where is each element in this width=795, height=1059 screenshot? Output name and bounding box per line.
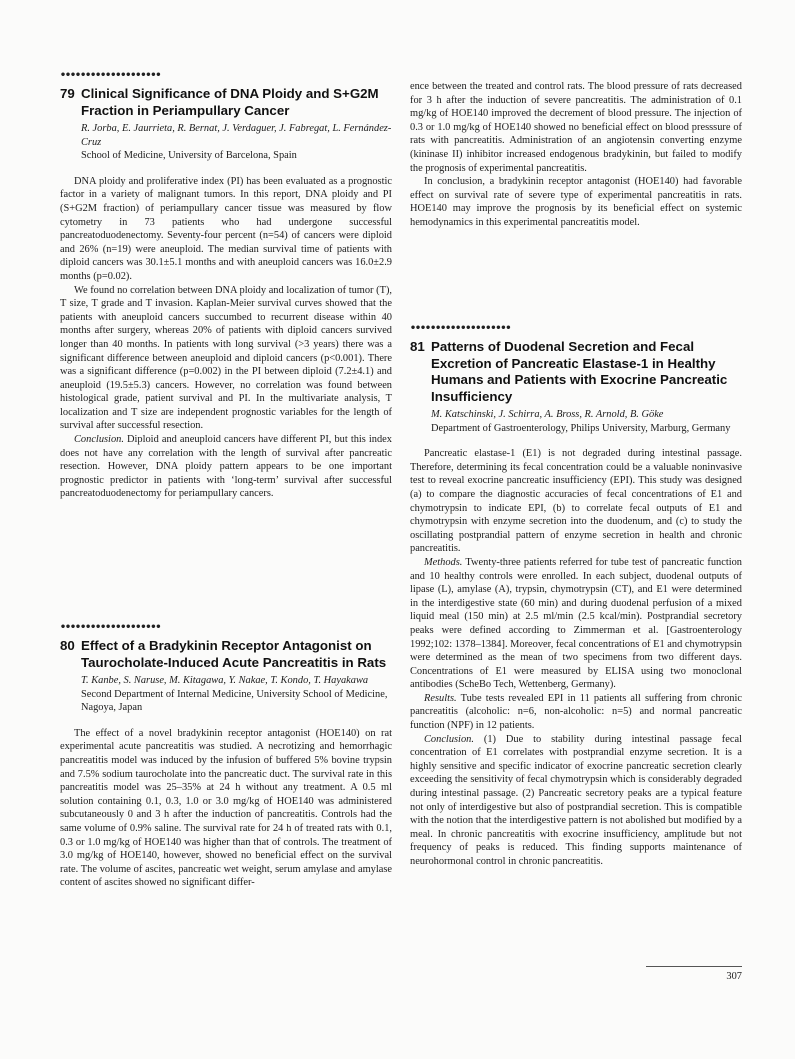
conclusion-paragraph (410, 733, 742, 869)
abstract-number: 81 (410, 339, 425, 354)
abstract-80-continued (410, 80, 742, 230)
paragraph: DNA ploidy and proliferative index (PI) has been evaluated as a prognostic factor in a variety of malignant tumors. In this report, DNA ploidy and PI (S+G2M fraction) of periampullary cancer tissue was measured by flow cytometry in 73 patients who had undergone successful pancreatoduodenectomy. Seventy-four percent (n=54) of cancers were diploid and 26% (n=19) were aneuploid. The median survival time of patients with diploid cancers was 30.1±5.1 months and with aneuploid cancers was 16.0±2.9 months (p=0.02). (60, 175, 392, 282)
abstract-number: 79 (60, 86, 75, 101)
footer-rule (646, 966, 742, 967)
abstract-80 (60, 622, 392, 890)
methods-paragraph (410, 556, 742, 692)
affiliation: Second Department of Internal Medicine, University School of Medicine, Nagoya, Japan (81, 688, 388, 714)
abstract-title (60, 638, 392, 671)
conclusion-paragraph (60, 433, 392, 501)
author-block (431, 408, 742, 435)
author-block (81, 122, 392, 163)
results-text: Tube tests revealed EPI in 11 patients all suffering from chronic pancreatitis (alcoholic: n=6, non-alcoholic: n=5) and normal pancreatic function (NPF) in 12 patients. (410, 692, 742, 732)
abstract-body (410, 447, 742, 868)
abstract-title-text: Effect of a Bradykinin Receptor Antagonist on Taurocholate-Induced Acute Pancreatitis in Rats (81, 638, 387, 670)
conclusion-label: Conclusion. (424, 733, 474, 745)
paragraph: The effect of a novel bradykinin receptor antagonist (HOE140) on rat experimental acute pancreatitis was studied. A necrotizing and hemorrhagic pancreatitis model was induced by the infusion of buffered 5% bovine trypsin and 7.5% sodium taurocholate into the pancreatic duct. The survival rate in this pancreatitis model was 25–35% at 24 h without any treatment. A 0.5 ml solution containing 0.1, 0.3, 1.0 or 3.0 mg/kg of HOE140 was administered subcutaneously 0 and 3 h after the induction of pancreatitis. Controls had the same volume of 0.9% saline. The survival rate for 24 h of treated rats with 0.1, 0.3 or 1.0 mg/kg of HOE140 was higher than that of controls. The treatment of 3.0 mg/kg of HOE140, however, showed no beneficial effect on the survival rate. The volume of ascites, pancreatic wet weight, serum amylase and amylase content of ascites showed no significant differ- (60, 727, 392, 889)
page-number: 307 (726, 971, 742, 982)
section-separator: •••••••••••••••••••• (60, 622, 161, 633)
abstract-79 (60, 70, 392, 501)
section-separator: •••••••••••••••••••• (410, 323, 511, 334)
author-block (81, 674, 392, 715)
results-paragraph (410, 692, 742, 733)
affiliation: School of Medicine, University of Barcelona, Spain (81, 150, 297, 162)
authors: M. Katschinski, J. Schirra, A. Bross, R. Arnold, B. Göke (431, 409, 664, 420)
abstract-81 (410, 323, 742, 869)
abstract-title-text: Patterns of Duodenal Secretion and Fecal Excretion of Pancreatic Elastase-1 in Healthy Humans and Patients with Exocrine Pancreatic Insufficiency (431, 339, 728, 404)
abstract-title (410, 339, 742, 405)
abstract-body (60, 175, 392, 501)
paragraph: ence between the treated and control rats. The blood pressure of rats decreased for 3 h after the induction of severe pancreatitis. The administration of 0.1 mg/kg of HOE140 improved the decrement of blood pressure. The injection of 0.3 or 1.0 mg/kg of HOE140 showed no beneficial effect on blood presssure of rats with pancreatitis. Administration of an angiotensin converting enzyme (kininase II) inhibitor increased endogenous bradykinin, but failed to modify the prognosis of experimental pancreatitis. (410, 81, 742, 174)
paragraph: Pancreatic elastase-1 (E1) is not degraded during intestinal passage. Therefore, determining its fecal concentration could be a valuable noninvasive test to reveal exocrine pancreatic insufficiency (EPI). This study was designed (a) to compare the diagnostic accuracies of fecal concentrations of E1 and chymotrypsin to indicate EPI, (b) to correlate fecal outputs of E1 and chymotrypsin with enzyme secretion into the duodenum, and (c) to study the oscillating postprandial pattern of enzyme secretion in health and chronic pancreatitis. (410, 448, 742, 555)
authors: T. Kanbe, S. Naruse, M. Kitagawa, Y. Nakae, T. Kondo, T. Hayakawa (81, 675, 369, 686)
conclusion-text: (1) Due to stability during intestinal passage fecal concentration of E1 correlates with postprandial enzyme secretion. It is a highly sensitive and specific indicator of exocrine pancreatic secretion clearly exceeding the sensitivity of fecal chymotrypsin which is considerably degraded during intestinal passage. (2) Pancreatic secretory peaks are a typical feature not only of interdigestive but also of postprandial secretion. This is compatible with the notion that the interdigestive pattern is not abolished but modified by a meal. In chronic pancreatitis with exocrine insufficiency, amplitude but not frequency of peaks is reduced. This finding supports maintenance of neurohormonal control in chronic pancreatitis. (410, 733, 742, 867)
conclusion-label: Conclusion. (74, 434, 124, 446)
paragraph: In conclusion, a bradykinin receptor antagonist (HOE140) had favorable effect on survival rate of severe type of experimental pancreatitis in rats. HOE140 may improve the prognosis by its beneficial effect on systemic hemodynamics in this experimental pancreatitis model. (410, 176, 742, 228)
results-label: Results. (424, 692, 457, 704)
abstract-title-text: Clinical Significance of DNA Ploidy and S+G2M Fraction in Periampullary Cancer (81, 86, 379, 118)
abstract-body (60, 727, 392, 890)
abstract-number: 80 (60, 638, 75, 653)
methods-label: Methods. (424, 556, 463, 568)
paragraph: We found no correlation between DNA ploidy and localization of tumor (T), T size, T grade and T invasion. Kaplan-Meier survival curves showed that the patients with aneuploid cancers succumbed to recurrent disease within 40 months after surgery, whereas 20% of patients with diploid cancers survived longer than 40 months. In patients with long survival (>3 years) there was a significant difference between aneuploid and diploid cancers (p<0.001). There was a significant difference (p=0.002) in the PI between diploid (7.2±4.1) and aneuploid (19.5±5.3) cancers. However, no correlation was found between histological grade, patient survival and PI. In the multivariate analysis, T localization and T size are independent prognostic variables for the length of survival after successful resection. (60, 284, 392, 432)
methods-text: Twenty-three patients referred for tube test of pancreatic function and 10 healthy controls were enrolled. In each subject, duodenal outputs of lipase (L), amylase (A), trypsin, chymotrypsin (CT), and E1 were determined in the interdigestive state (60 min) and during duodenal perfusion of a mixed liquid meal (150 min) at 2.5 ml/min (2.5 kcal/min). Postprandial secretory peaks were defined according to Zimmerman et al. [Gastroenterology 1992;102: 1378–1384]. Moreover, fecal concentrations of E1 and chymotrypsin were determined as the mean of two specimens from two different days. Concentrations of E1 were measured by ELISA using two monoclonal antibodies (ScheBo Tech, Wettenberg, Germany). (410, 556, 743, 691)
section-separator: •••••••••••••••••••• (60, 70, 161, 81)
authors: R. Jorba, E. Jaurrieta, R. Bernat, J. Verdaguer, J. Fabregat, L. Fernández-Cruz (81, 123, 392, 148)
abstract-title (60, 86, 392, 119)
affiliation: Department of Gastroenterology, Philips University, Marburg, Germany (431, 422, 731, 434)
conclusion-text: Diploid and aneuploid cancers have different PI, but this index does not have any correlation with the length of survival after pancreatic resection. However, DNA ploidy pattern appears to be one important prognostic predictor in patients with ‘long-term’ survival after successful pancreatoduodenectomy for periampullary cancers. (60, 434, 392, 500)
abstract-body (410, 80, 742, 230)
